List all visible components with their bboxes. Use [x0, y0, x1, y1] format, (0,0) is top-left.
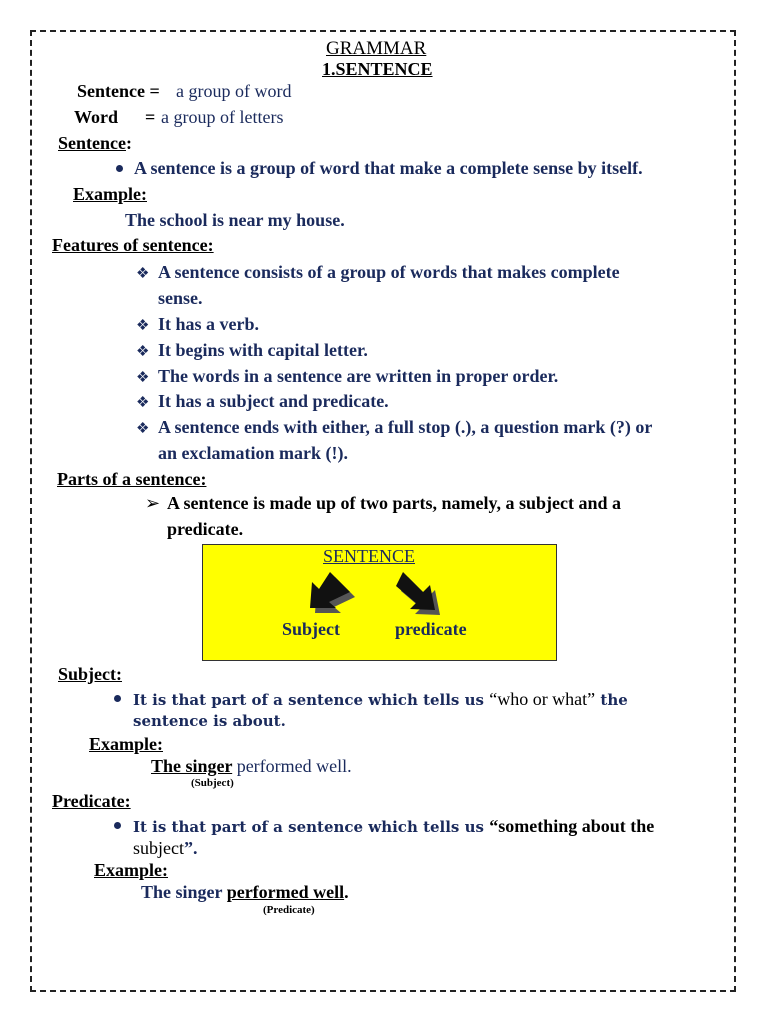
diamond-bullet-icon: ❖: [136, 370, 150, 386]
diamond-bullet-icon: ❖: [136, 344, 150, 360]
predicate-example-label: Example:: [94, 860, 168, 880]
feature-item: It has a verb.: [158, 314, 260, 334]
bullet-dot-icon: [116, 165, 123, 172]
left-arrow-icon: [310, 572, 355, 613]
predicate-example-subject: The singer: [141, 882, 223, 902]
predicate-heading: Predicate:: [52, 791, 131, 811]
sentence-heading-text: Sentence: [58, 133, 126, 153]
subject-bullet-text-a: It is that part of a sentence which tells us: [133, 691, 484, 709]
predicate-bullet-close: ”.: [184, 838, 198, 858]
parts-line-2: predicate.: [167, 519, 244, 539]
subject-heading: Subject:: [58, 664, 122, 684]
feature-item-continued: sense.: [158, 288, 203, 308]
arrow-bullet-icon: ➢: [145, 493, 161, 513]
subject-caption: (Subject): [191, 777, 234, 789]
diagram-title: SENTENCE: [323, 546, 415, 566]
diagram-arrows: [0, 560, 768, 640]
word-definition: a group of letters: [161, 107, 284, 127]
feature-item: It begins with capital letter.: [158, 340, 368, 360]
predicate-bullet-text-a: It is that part of a sentence which tells us: [133, 818, 484, 836]
predicate-bullet-quote: “something about the: [489, 816, 655, 836]
feature-item: It has a subject and predicate.: [158, 391, 389, 411]
features-heading: Features of sentence:: [52, 235, 214, 255]
subject-example-subject: The singer: [151, 756, 233, 776]
sentence-example-text: The school is near my house.: [125, 210, 345, 230]
word-term: Word: [74, 107, 119, 127]
feature-item: A sentence consists of a group of words that makes complete: [158, 262, 620, 282]
page-subtitle: 1.SENTENCE: [322, 59, 433, 79]
subject-bullet-text-b: the: [600, 691, 628, 709]
diamond-bullet-icon: ❖: [136, 266, 150, 282]
predicate-caption: (Predicate): [263, 904, 315, 916]
subject-example-label: Example:: [89, 734, 163, 754]
diamond-bullet-icon: ❖: [136, 395, 150, 411]
predicate-bullet-line-1: [133, 815, 654, 838]
subject-example: [151, 755, 352, 777]
sentence-term: Sentence =: [77, 81, 160, 101]
diamond-bullet-icon: ❖: [136, 421, 150, 437]
feature-item: A sentence ends with either, a full stop (.), a question mark (?) or: [158, 417, 653, 437]
parts-line-1: A sentence is made up of two parts, namely, a subject and a: [167, 493, 622, 513]
sentence-heading-colon: :: [125, 133, 132, 153]
subject-bullet-line-1: [133, 688, 628, 711]
sentence-example-label: Example:: [73, 184, 147, 204]
subject-bullet-line-2: sentence is about.: [133, 712, 286, 730]
bullet-dot-icon: [114, 695, 121, 702]
sentence-definition: a group of word: [176, 81, 292, 101]
predicate-bullet-subject: subject: [133, 838, 184, 858]
feature-item-continued: an exclamation mark (!).: [158, 443, 348, 463]
right-arrow-icon: [396, 572, 440, 615]
word-equals: =: [145, 107, 156, 127]
predicate-example-predicate: performed well: [226, 882, 345, 902]
predicate-bullet-line-2: [133, 837, 198, 859]
sentence-bullet: A sentence is a group of word that make a complete sense by itself.: [134, 158, 643, 178]
bullet-dot-icon: [114, 822, 121, 829]
subject-bullet-quote: “who or what”: [489, 689, 596, 709]
subject-example-rest: performed well.: [236, 756, 352, 776]
diagram-subject-label: Subject: [282, 619, 340, 639]
diamond-bullet-icon: ❖: [136, 318, 150, 334]
feature-item: The words in a sentence are written in proper order.: [158, 366, 559, 386]
parts-heading: Parts of a sentence:: [57, 469, 207, 489]
sentence-heading: [58, 132, 132, 154]
page-title: GRAMMAR: [326, 38, 427, 59]
diagram-predicate-label: predicate: [395, 619, 467, 639]
predicate-example-end: .: [344, 882, 349, 902]
predicate-example: [141, 881, 349, 903]
